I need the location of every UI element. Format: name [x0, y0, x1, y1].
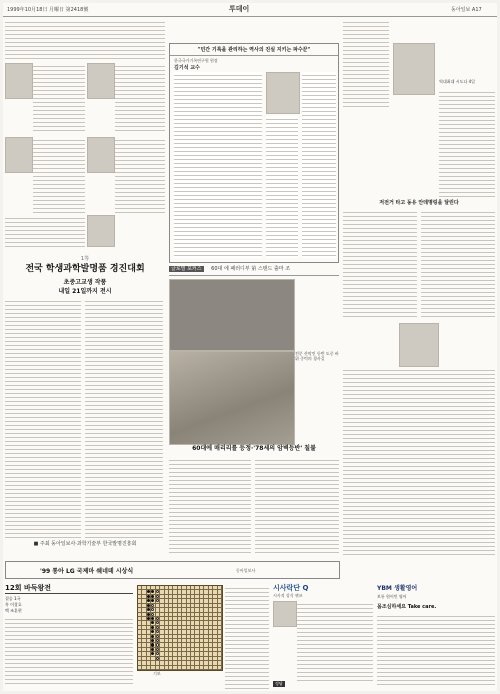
right-top-text [439, 89, 495, 199]
competition-headline: 전국 학생과학발명품 경진대회 [25, 264, 145, 274]
board-label: 기보 [153, 671, 161, 676]
people-text [115, 63, 165, 133]
person-photo [87, 137, 115, 173]
page-number: 동아일보 A17 [451, 7, 482, 13]
right-top-title: 저전거 타고 동유 안데명링을 달린다 [379, 200, 459, 206]
feature-section [169, 265, 339, 555]
feature-portrait-photo [169, 279, 295, 351]
board-point [218, 666, 222, 670]
english-text [377, 613, 495, 687]
sponsor-name-2: 한국발명진흥회 [102, 541, 137, 547]
people-text [33, 137, 85, 213]
right-mid-text [343, 209, 417, 319]
feature-climbing-photo [169, 351, 295, 445]
right-mid-text [421, 209, 495, 319]
go-board [137, 585, 223, 671]
baduk-player-white: 백 조훈현 [5, 608, 22, 613]
right-top-photo [393, 43, 435, 95]
right-top-kicker: 역대최대 시도다 4일 [439, 79, 475, 84]
people-text [5, 215, 85, 249]
feature-body [169, 457, 251, 555]
baduk-commentary [225, 585, 269, 689]
award-banner [5, 561, 340, 579]
newspaper-page [3, 3, 497, 691]
section-title: 투데이 [229, 5, 250, 13]
quiz-photo [273, 601, 297, 627]
english-subtitle: 보통 원어민 영어 [377, 594, 407, 599]
person-photo [5, 63, 33, 99]
english-phrase: 몸조심하세요 Take care. [377, 604, 437, 610]
column-byline-name: 김기석 교수 [174, 65, 200, 71]
competition-subhead2: 내일 21일까지 전시 [58, 288, 112, 295]
sponsor-name-1: 동아일보사·과학기술부 [51, 541, 102, 547]
feature-headline: 60대에 매리리를 등정·'78세의 암벽등반' 칠불 [192, 445, 316, 452]
baduk-text [5, 616, 133, 686]
column-body [266, 116, 298, 258]
quiz-title: 시사락단 Q [273, 584, 309, 592]
competition-body [85, 298, 163, 538]
people-text [5, 19, 165, 59]
page-header [3, 3, 497, 17]
baduk-section [5, 583, 133, 689]
sponsor-label: ■ 주최 [33, 541, 50, 547]
baduk-player-black: 흑 이창호 [5, 602, 22, 607]
right-mid-photo [399, 323, 439, 367]
column-body [302, 72, 336, 258]
feature-subtitle: 60대 에 패러디부 第 스탠드 출마 조 [211, 266, 291, 272]
right-top-text [343, 19, 389, 109]
person-photo [87, 215, 115, 247]
column-body [174, 72, 262, 258]
column-box [169, 43, 339, 263]
feature-caption: 전문 산악인 등반 도중 바위 중턱의 경사길 [295, 351, 339, 361]
feature-tag: 글로벌 포커스 [171, 266, 202, 272]
competition-body [5, 298, 81, 538]
feature-body [255, 457, 339, 555]
people-text [33, 63, 85, 133]
quiz-subtitle: 시사적 상식 퀴즈 [273, 593, 303, 598]
quiz-section [273, 583, 373, 689]
competition-banner: 1等 [80, 256, 90, 262]
english-section [377, 583, 495, 689]
baduk-round: 결승 1국 [5, 596, 21, 601]
english-brand: YBM 생활영어 [377, 585, 418, 592]
people-section [5, 19, 165, 249]
award-org: 동아일보사 [236, 568, 256, 573]
right-column [343, 19, 495, 559]
award-title: '99 통아 LG 국제마 쉐네데 시상식 [40, 568, 134, 575]
columnist-photo [266, 72, 300, 114]
person-photo [87, 63, 115, 99]
people-text [115, 137, 165, 213]
issue-date: 1999年10月18日 月曜日 第2418號 [7, 7, 89, 13]
column-byline-org: 한국국가기록연구원 원장 [174, 58, 218, 63]
competition-subhead: 초중고교생 작품 [63, 279, 107, 286]
person-photo [5, 137, 33, 173]
quiz-answer-label: 정답 [275, 681, 283, 686]
right-bottom-text [343, 367, 495, 557]
quiz-text [297, 601, 373, 681]
column-banner: "민간 기록을 관리하는 역사의 진실 지키는 파수꾼" [170, 44, 338, 56]
baduk-title: 12회 바둑왕전 [5, 583, 133, 594]
competition-block [5, 255, 165, 557]
feature-tag-row [169, 265, 339, 276]
